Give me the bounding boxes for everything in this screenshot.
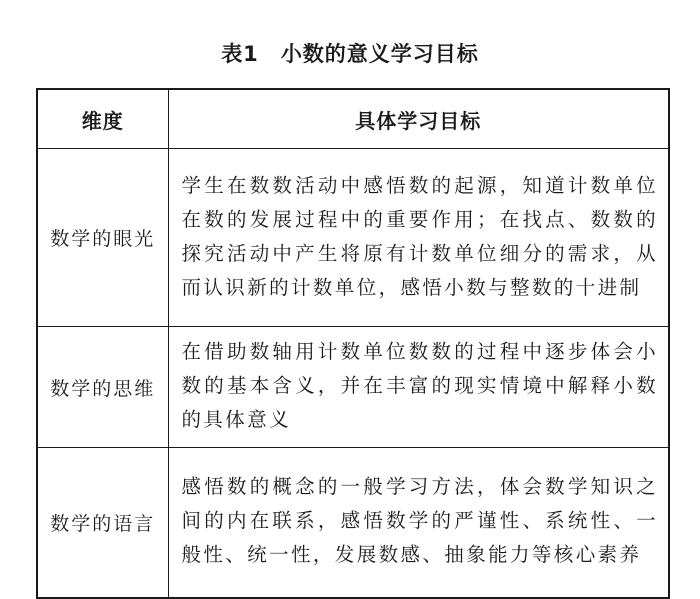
- goal-cell: 在借助数轴用计数单位数数的过程中逐步体会小数的基本含义，并在丰富的现实情境中解释小数的具体意义: [168, 327, 669, 448]
- dimension-cell: 数学的眼光: [37, 149, 168, 327]
- table-number: 表1: [221, 42, 259, 66]
- table-row: [37, 327, 669, 448]
- header-goal: 具体学习目标: [168, 89, 669, 149]
- table-title: 小数的意义学习目标: [280, 42, 479, 66]
- table-caption: [0, 38, 700, 68]
- goal-cell: 感悟数的概念的一般学习方法，体会数学知识之间的内在联系，感悟数学的严谨性、系统性、一般性、统一性，发展数感、抽象能力等核心素养: [168, 448, 669, 598]
- table-header-row: [37, 89, 669, 149]
- table-row: [37, 149, 669, 327]
- table-row: [37, 448, 669, 598]
- learning-goals-table: [36, 88, 670, 599]
- dimension-cell: 数学的思维: [37, 327, 168, 448]
- dimension-cell: 数学的语言: [37, 448, 168, 598]
- header-dimension: 维度: [37, 89, 168, 149]
- goal-cell: 学生在数数活动中感悟数的起源，知道计数单位在数的发展过程中的重要作用；在找点、数数的探究活动中产生将原有计数单位细分的需求，从而认识新的计数单位，感悟小数与整数的十进制: [168, 149, 669, 327]
